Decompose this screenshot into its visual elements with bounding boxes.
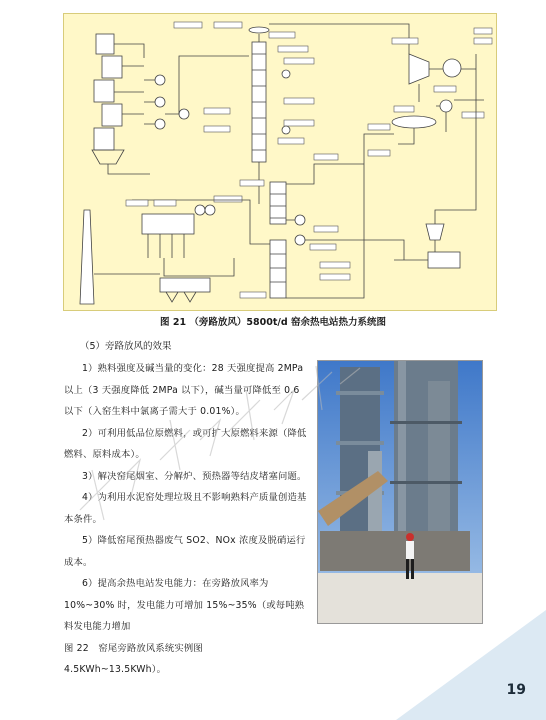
diagram-schematic <box>64 14 496 310</box>
figure21-caption: 图 21 （旁路放风）5800t/d 窑余热电站热力系统图 <box>160 317 386 328</box>
bypass-system-photo <box>317 360 483 624</box>
page-number: 19 <box>506 682 526 698</box>
thermal-system-diagram <box>63 13 497 311</box>
corner-decoration <box>396 610 546 720</box>
paragraph-6: 6）提高余热电站发电能力：在旁路放风率为 10%~30% 时，发电能力可增加 15%~35%（或每吨熟料发电能力增加 <box>64 578 305 632</box>
paragraph-4: 4）为利用水泥窑处理垃圾且不影响熟料产质量创造基本条件。 <box>64 492 307 525</box>
paragraph-1: 1）熟料强度及碱当量的变化：28 天强度提高 2MPa 以上（3 天强度降低 2MPa 以下），碱当量可降低至 0.6 以下（入窑生料中氯离子需大于 0.01%）。 <box>64 363 304 417</box>
paragraph-5: 5）降低窑尾预热器废气 SO2、NOx 浓度及脱硝运行成本。 <box>64 535 306 568</box>
figure22-caption: 图 22 窑尾旁路放风系统实例图 <box>64 642 203 654</box>
photo-scene <box>318 361 482 623</box>
section-heading: （5）旁路放风的效果 <box>80 341 172 352</box>
effects-body-text <box>64 358 312 681</box>
paragraph-2: 2）可利用低品位原燃料，或可扩大原燃料来源（降低燃料、原料成本）。 <box>64 427 307 460</box>
paragraph-6-tail: 4.5KWh~13.5KWh）。 <box>64 664 167 675</box>
paragraph-3: 3）解决窑尾烟室、分解炉、预热器等结皮堵塞问题。 <box>82 470 307 482</box>
